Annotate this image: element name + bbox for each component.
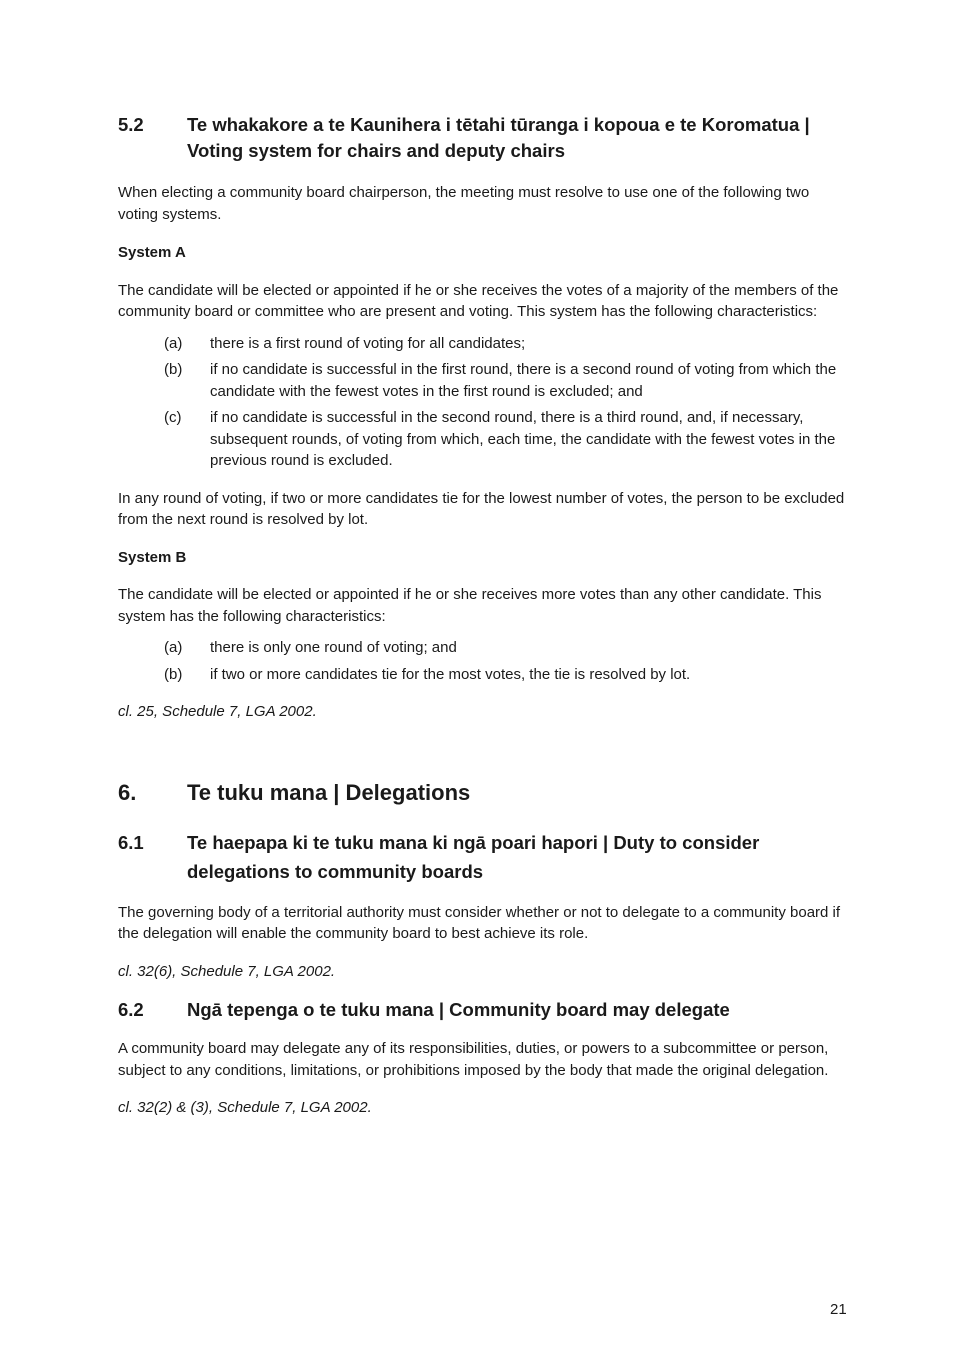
list-marker: (b) bbox=[164, 361, 183, 378]
section-number: 6.2 bbox=[118, 999, 144, 1020]
section-6-2-heading bbox=[118, 997, 850, 1023]
citation: cl. 32(2) & (3), Schedule 7, LGA 2002. bbox=[118, 1099, 372, 1116]
list-item bbox=[118, 664, 850, 686]
list-item bbox=[118, 359, 850, 402]
section-6-heading bbox=[118, 779, 850, 807]
list-text: there is only one round of voting; and bbox=[210, 639, 457, 656]
list-item bbox=[118, 333, 850, 355]
system-b-list bbox=[118, 637, 850, 685]
section-title: Te haepapa ki te tuku mana ki ngā poari hapori | Duty to consider delegations to community boards bbox=[187, 831, 760, 882]
page-number: 21 bbox=[830, 1301, 847, 1318]
system-a-heading: System A bbox=[118, 244, 186, 261]
section-6-1-heading bbox=[118, 828, 850, 886]
list-item bbox=[118, 637, 850, 659]
system-a-list bbox=[118, 333, 850, 472]
intro-paragraph: When electing a community board chairperson, the meeting must resolve to use one of the following two voting systems. bbox=[118, 184, 810, 223]
tie-paragraph: In any round of voting, if two or more candidates tie for the lowest number of votes, the person to be excluded from the next round is resolved by lot. bbox=[118, 489, 845, 528]
document-page bbox=[118, 112, 850, 1119]
system-b-heading: System B bbox=[118, 548, 187, 566]
delegate-paragraph: A community board may delegate any of its responsibilities, duties, or powers to a subcommittee or person, subject to any conditions, limitations, or prohibitions imposed by the body that made the original delegation. bbox=[118, 1040, 829, 1079]
list-marker: (c) bbox=[164, 409, 182, 426]
section-number: 5.2 bbox=[118, 114, 144, 135]
list-marker: (b) bbox=[164, 665, 183, 683]
list-marker: (a) bbox=[164, 334, 183, 352]
list-text: if no candidate is successful in the second round, there is a third round, and, if necessary, subsequent rounds, of voting from which, each time, the candidate with the fewest votes in the previous round is excluded. bbox=[210, 409, 836, 469]
system-a-description: The candidate will be elected or appointed if he or she receives the votes of a majority of the members of the community board or committee who are present and voting. This system has the following characteristics: bbox=[118, 281, 839, 320]
duty-paragraph: The governing body of a territorial authority must consider whether or not to delegate to a community board if the delegation will enable the community board to best achieve its role. bbox=[118, 903, 841, 942]
list-item bbox=[118, 407, 850, 472]
citation: cl. 32(6), Schedule 7, LGA 2002. bbox=[118, 962, 336, 980]
citation: cl. 25, Schedule 7, LGA 2002. bbox=[118, 703, 317, 720]
section-5-2-heading bbox=[118, 112, 850, 164]
section-title: Ngā tepenga o te tuku mana | Community board may delegate bbox=[187, 999, 730, 1020]
section-title: Te tuku mana | Delegations bbox=[187, 779, 471, 805]
list-text: there is a first round of voting for all candidates; bbox=[210, 334, 526, 352]
section-title: Te whakakore a te Kaunihera i tētahi tūranga i kopoua e te Koromatua | Voting system for chairs and deputy chairs bbox=[187, 114, 810, 161]
section-number: 6.1 bbox=[118, 831, 144, 853]
list-text: if no candidate is successful in the first round, there is a second round of voting from which the candidate with the fewest votes in the first round is excluded; and bbox=[210, 361, 837, 400]
section-number: 6. bbox=[118, 779, 137, 805]
list-text: if two or more candidates tie for the most votes, the tie is resolved by lot. bbox=[210, 665, 691, 683]
list-marker: (a) bbox=[164, 639, 183, 656]
system-b-description: The candidate will be elected or appointed if he or she receives more votes than any other candidate. This system has the following characteristics: bbox=[118, 586, 822, 625]
